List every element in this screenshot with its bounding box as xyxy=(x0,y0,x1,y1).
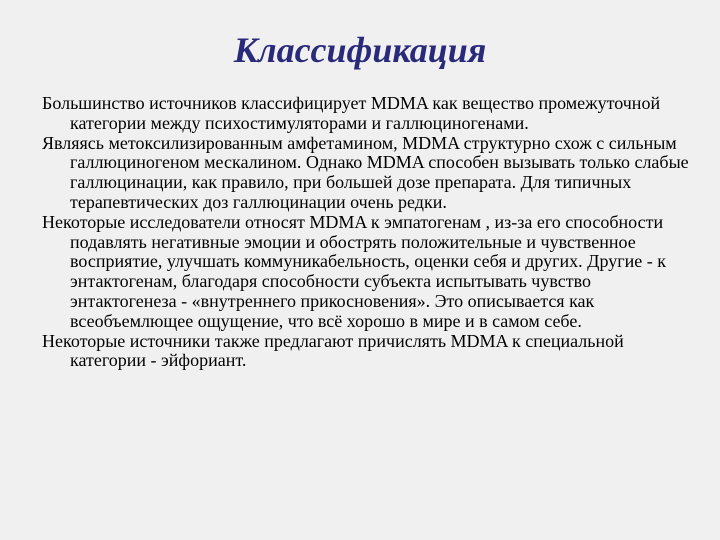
slide-body xyxy=(42,94,702,371)
paragraph-empathogens: Некоторые исследователи относят MDMA к эмпатогенам , из-за его способности подавлять негативные эмоции и обострять положительные и чувственное восприятие, улучшать коммуникабельность, оценки себя и других. Другие - к энтактогенам, благодаря способности субъекта испытывать чувство энтактогенеза - «внутреннего прикосновения». Это описывается как всеобъемлющее ощущение, что всё хорошо в мире и в самом себе. xyxy=(42,211,666,331)
paragraph-structure: Являясь метоксилизированным амфетамином, MDMA структурно схож с сильным галлюциногеном мескалином. Однако MDMA способен вызывать только слабые галлюцинации, как правило, при большей дозе препарата. Для типичных терапевтических доз галлюцинации очень редки. xyxy=(42,132,689,212)
slide-title: Классификация xyxy=(233,30,487,70)
paragraph-classification: Большинство источников классифицирует MDMA как вещество промежуточной категории между психостимуляторами и галлюциногенами. xyxy=(42,93,661,133)
paragraph-euphoriant: Некоторые источники также предлагают причислять MDMA к специальной категории - эйфориант. xyxy=(42,330,624,371)
